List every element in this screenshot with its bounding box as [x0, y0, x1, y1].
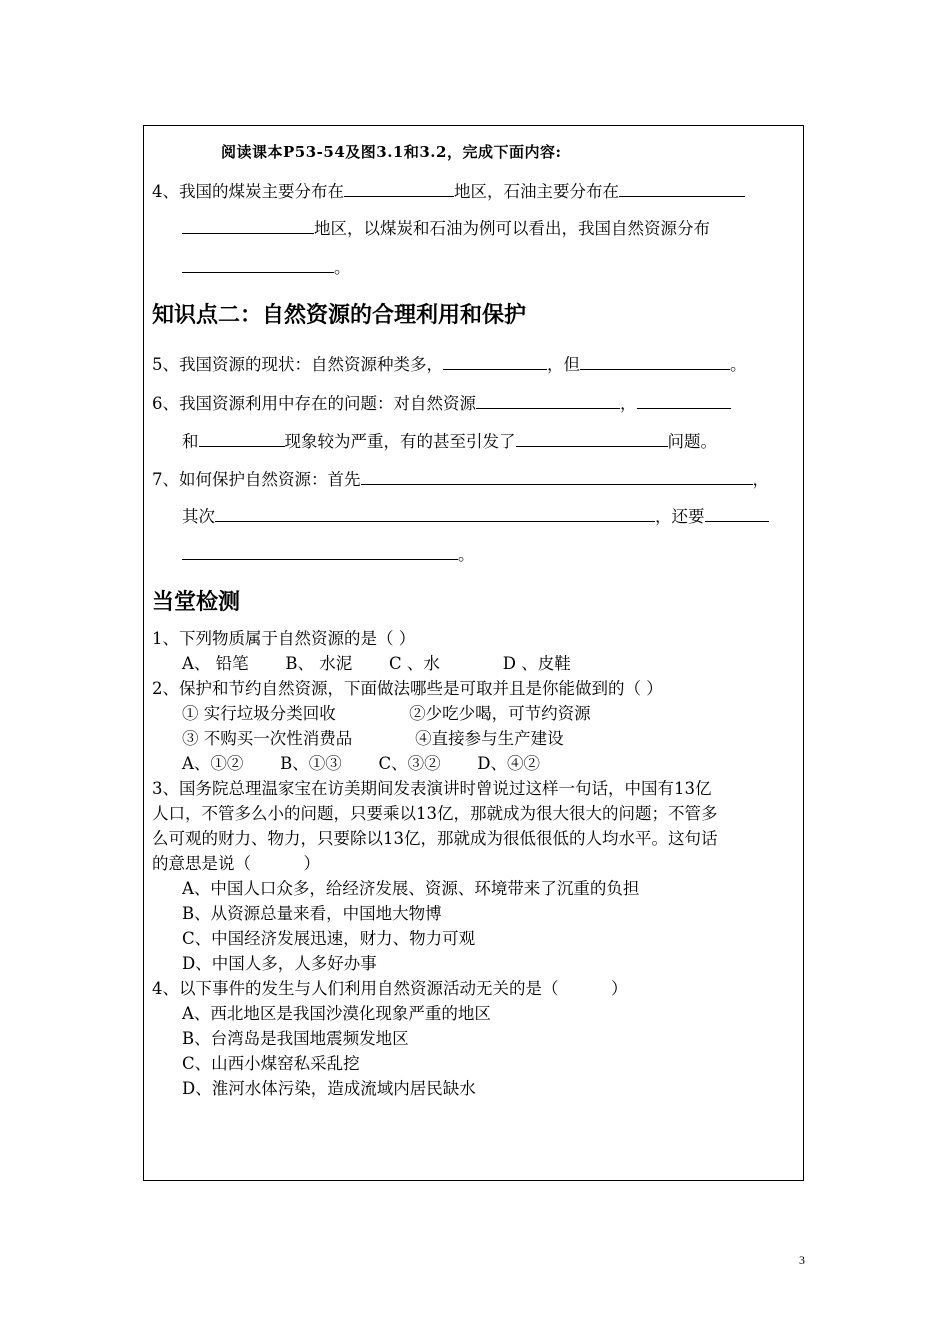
answer-blank[interactable] — [637, 394, 731, 409]
answer-blank[interactable] — [443, 355, 547, 370]
quiz-q4-stem: 4、以下事件的发生与人们利用自然资源活动无关的是（ ） — [152, 979, 628, 998]
fill-q7-text-b: ， — [752, 470, 769, 489]
answer-blank[interactable] — [344, 182, 454, 197]
intro-instruction: 阅读课本P53-54及图3.1和3.2，完成下面内容: — [221, 143, 562, 161]
answer-blank[interactable] — [215, 507, 655, 522]
fill-q4-text-a: 4、我国的煤炭主要分布在 — [152, 182, 344, 201]
quiz-q1-stem: 1、下列物质属于自然资源的是（ ） — [152, 629, 416, 648]
fill-q7-text-c: 其次 — [182, 507, 215, 526]
fill-q7-line1 — [152, 466, 769, 490]
quiz-q2-line1: ① 实行垃圾分类回收 ②少吃少喝，可节约资源 — [182, 704, 591, 723]
section-heading-knowledge2: 知识点二：自然资源的合理利用和保护 — [152, 303, 527, 328]
quiz-q3-stem-3: 么可观的财力、物力，只要除以13亿，那就成为很低很低的人均水平。这句话 — [152, 829, 718, 848]
answer-blank[interactable] — [476, 394, 620, 409]
quiz-q2-stem: 2、保护和节约自然资源，下面做法哪些是可取并且是你能做到的（ ） — [152, 679, 663, 698]
page-number: 3 — [799, 1253, 805, 1267]
answer-blank[interactable] — [580, 355, 730, 370]
quiz-q3-option-a: A、中国人口众多，给经济发展、资源、环境带来了沉重的负担 — [182, 879, 640, 898]
fill-q6-text-d: 现象较为严重，有的甚至引发了 — [284, 432, 516, 451]
fill-q7-line3 — [182, 541, 475, 565]
fill-q6-line1 — [152, 390, 731, 414]
fill-q5-text-a: 5、我国资源的现状：自然资源种类多， — [152, 355, 443, 374]
quiz-q3-option-c: C、中国经济发展迅速，财力、物力可观 — [182, 929, 476, 948]
fill-q4-line2 — [182, 215, 710, 239]
quiz-q3-stem-4: 的意思是说（ ） — [152, 854, 320, 873]
answer-blank[interactable] — [705, 507, 769, 522]
fill-q6-text-b: ， — [620, 394, 637, 413]
answer-blank[interactable] — [199, 432, 285, 447]
fill-q7-text-a: 7、如何保护自然资源：首先 — [152, 470, 361, 489]
answer-blank[interactable] — [516, 432, 668, 447]
quiz-q4-option-c: C、山西小煤窑私采乱挖 — [182, 1054, 360, 1073]
quiz-q3-option-b: B、从资源总量来看，中国地大物博 — [182, 904, 442, 923]
quiz-q3-option-d: D、中国人多，人多好办事 — [182, 954, 377, 973]
quiz-q3-stem-1: 3、国务院总理温家宝在访美期间发表演讲时曾说过这样一句话，中国有13亿 — [152, 779, 712, 798]
quiz-q1-options: A、 铅笔 B、 水泥 C 、水 D 、皮鞋 — [182, 654, 571, 673]
quiz-q2-line2: ③ 不购买一次性消费品 ④直接参与生产建设 — [182, 729, 564, 748]
fill-q7-line2 — [182, 503, 769, 527]
fill-q6-line2 — [182, 428, 717, 452]
fill-q5-text-c: 。 — [730, 355, 747, 374]
fill-q6-text-c: 和 — [182, 432, 199, 451]
quiz-q3-stem-2: 人口，不管多么小的问题，只要乘以13亿，那就成为很大很大的问题；不管多 — [152, 804, 718, 823]
fill-q4-text-c: 地区，以煤炭和石油为例可以看出，我国自然资源分布 — [314, 219, 710, 238]
answer-blank[interactable] — [361, 470, 753, 485]
quiz-q2-options: A、①② B、①③ C、③② D、④② — [182, 754, 541, 773]
fill-q5-text-b: ，但 — [547, 355, 580, 374]
fill-q4-line1 — [152, 178, 745, 202]
fill-q4-text-d: 。 — [334, 258, 351, 277]
answer-blank[interactable] — [619, 182, 745, 197]
section-heading-test: 当堂检测 — [152, 590, 241, 615]
fill-q6-text-a: 6、我国资源利用中存在的问题：对自然资源 — [152, 394, 476, 413]
quiz-q4-option-a: A、西北地区是我国沙漠化现象严重的地区 — [182, 1004, 491, 1023]
answer-blank[interactable] — [182, 545, 458, 560]
fill-q4-text-b: 地区，石油主要分布在 — [454, 182, 619, 201]
fill-q4-line3 — [182, 254, 351, 278]
answer-blank[interactable] — [182, 258, 334, 273]
fill-q5-line — [152, 351, 747, 375]
quiz-q4-option-d: D、淮河水体污染，造成流域内居民缺水 — [182, 1079, 476, 1098]
answer-blank[interactable] — [182, 219, 314, 234]
quiz-q4-option-b: B、台湾岛是我国地震频发地区 — [182, 1029, 409, 1048]
fill-q7-text-e: 。 — [458, 545, 475, 564]
fill-q7-text-d: ，还要 — [655, 507, 705, 526]
fill-q6-text-e: 问题。 — [667, 432, 717, 451]
